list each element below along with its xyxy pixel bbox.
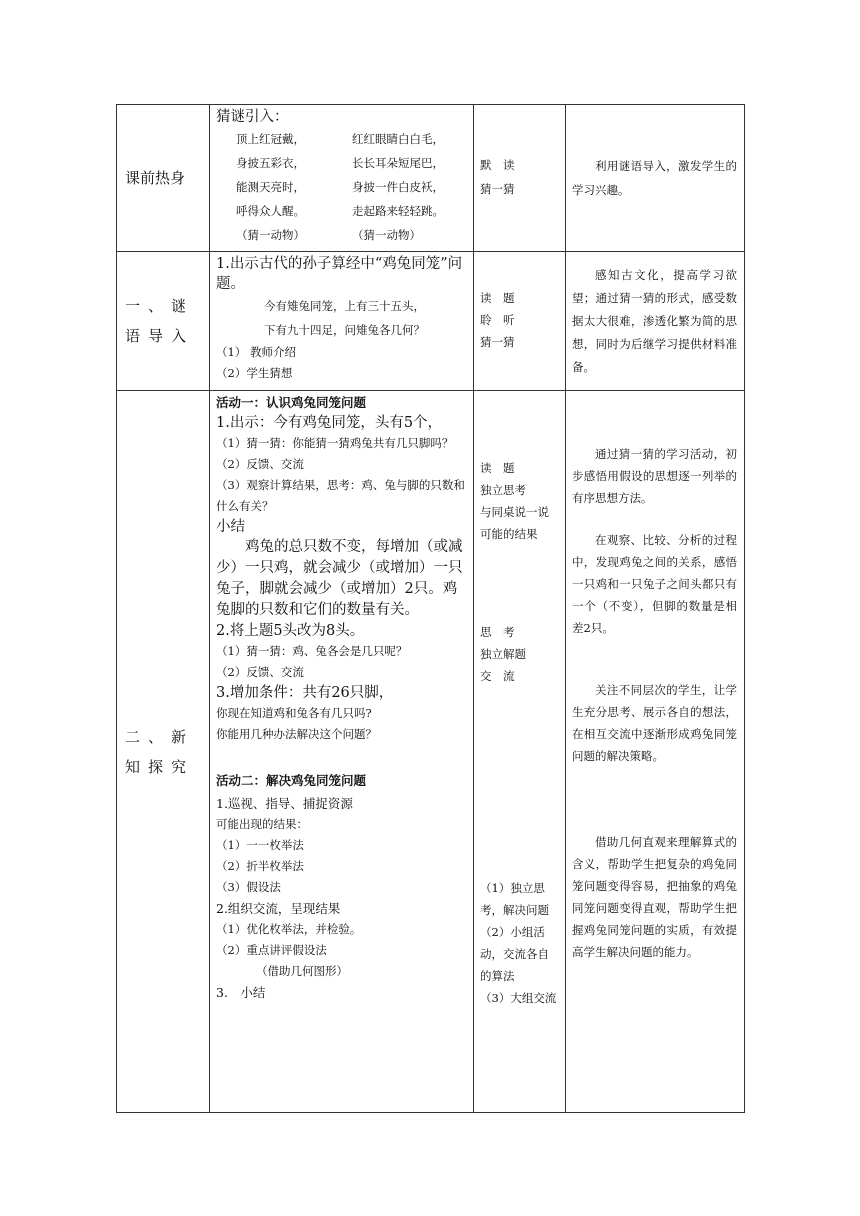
activity-item: 3.增加条件：共有26只脚， <box>216 685 394 701</box>
method-cell <box>474 252 566 391</box>
table-row <box>117 391 745 1113</box>
method-cell <box>474 391 566 1113</box>
table-row <box>117 105 745 252</box>
method-item: 与同桌说一说可能的结果 <box>480 505 549 541</box>
intent-cell <box>566 252 745 391</box>
sub-item: 你现在知道鸡和兔各有几只吗? <box>216 706 372 720</box>
spacer <box>480 393 560 457</box>
spacer <box>216 745 468 769</box>
lesson-plan-table <box>116 104 745 1113</box>
sub-item: （1） 教师介绍 <box>216 345 296 359</box>
intent-text: 关注不同层次的学生，让学生充分思考、展示各自的想法，在相互交流中逐渐形成鸡兔同笼问题的解决策略。 <box>572 683 737 763</box>
method-item: 猜一猜 <box>480 182 515 196</box>
content-cell <box>210 391 474 1113</box>
stage-explore <box>117 391 210 1113</box>
spacer <box>480 545 560 621</box>
activity-item: 2.组织交流，呈现结果 <box>216 901 341 916</box>
ancient-question: 今有雉兔同笼，上有三十五头， <box>264 299 425 313</box>
method-item: 读 题 <box>480 461 515 475</box>
method-item: 思 考 <box>480 625 515 639</box>
method-item: （2）小组活动，交流各自的算法 <box>480 925 549 983</box>
table-row <box>117 252 745 391</box>
ancient-question: 下有九十四足，问雉兔各几何？ <box>264 323 425 337</box>
spacer <box>566 767 744 831</box>
riddle-line: 走起路来轻轻跳。 <box>352 204 444 218</box>
sub-item: （1）猜一猜：鸡、兔各会是几只呢？ <box>216 644 408 658</box>
method-item: （1）独立思考，解决问题 <box>480 881 549 917</box>
riddle-title: 猜谜引入： <box>216 109 289 125</box>
content-cell <box>210 105 474 252</box>
content-cell <box>210 252 474 391</box>
intent-text: 感知古文化，提高学习欲望；通过猜一猜的形式，感受数据太大很难，渗透化繁为简的思想，同时为后继学习提供材料准备。 <box>572 267 737 374</box>
riddle-line: 能测天亮时， <box>236 180 305 194</box>
spacer <box>480 687 560 877</box>
method-item: 聆 听 <box>480 313 515 327</box>
riddle-hint: （猜一动物） <box>236 228 305 242</box>
spacer <box>566 509 744 529</box>
intro-item: 1.出示古代的孙子算经中“鸡兔同笼”问题。 <box>216 256 463 292</box>
method-item: 独立解题 <box>480 647 526 661</box>
sub-item: （1）优化枚举法，并检验。 <box>216 922 362 936</box>
stage-warmup <box>117 105 210 252</box>
sub-item: 可能出现的结果： <box>216 817 308 831</box>
riddle-line: 身披五彩衣， <box>236 156 305 170</box>
intent-text: 利用谜语导入，激发学生的学习兴趣。 <box>572 159 737 197</box>
spacer <box>566 391 744 443</box>
sub-item: （借助几何图形） <box>256 964 348 978</box>
riddle-line: 红红眼睛白白毛， <box>352 132 444 146</box>
riddle-line: 长长耳朵短尾巴， <box>352 156 444 170</box>
method-item: 交 流 <box>480 669 515 683</box>
sub-item: （3）观察计算结果，思考：鸡、兔与脚的只数和什么有关？ <box>216 478 465 513</box>
intent-cell <box>566 391 745 1113</box>
stage-label: 课前热身 <box>125 169 186 187</box>
method-item: 读 题 <box>480 291 515 305</box>
method-item: 默 读 <box>480 158 515 172</box>
sub-item: （1）一一枚举法 <box>216 838 304 852</box>
method-cell <box>474 105 566 252</box>
riddle-poem <box>216 127 468 247</box>
riddle-hint: （猜一动物） <box>352 228 421 242</box>
activity-item: 2.将上题5头改为8头。 <box>216 623 365 639</box>
activity-item: 1.巡视、指导、捕捉资源 <box>216 796 353 811</box>
intent-text: 借助几何直观来理解算式的含义，帮助学生把复杂的鸡兔同笼问题变得容易，把抽象的鸡兔同笼问题变得直观，帮助学生把握鸡兔同笼问题的实质，有效提高学生解决问题的能力。 <box>572 835 737 959</box>
sub-item: （1）猜一猜：你能猜一猜鸡兔共有几只脚吗？ <box>216 436 454 450</box>
summary-text: 鸡兔的总只数不变，每增加（或减少）一只鸡，就会减少（或增加）一只兔子，脚就会减少（或增加）2只。鸡兔脚的只数和它们的数量有关。 <box>216 539 463 618</box>
intent-cell <box>566 105 745 252</box>
stage-label: 一、谜语导入 <box>125 297 195 345</box>
summary-title: 小结 <box>216 519 245 535</box>
sub-item: （2）学生猜想 <box>216 366 293 380</box>
sub-item: （2）反馈、交流 <box>216 665 304 679</box>
activity-title: 活动一：认识鸡兔同笼问题 <box>216 395 367 410</box>
riddle-line: 顶上红冠戴， <box>236 132 305 146</box>
sub-item: 你能用几种办法解决这个问题？ <box>216 727 377 741</box>
riddle-line: 身披一件白皮袄， <box>352 180 444 194</box>
spacer <box>566 639 744 679</box>
stage-label: 二、新知探究 <box>125 727 195 776</box>
intent-text: 通过猜一猜的学习活动，初步感悟用假设的思想逐一列举的有序思想方法。 <box>572 447 737 505</box>
activity-item: 3. 小结 <box>216 985 266 1000</box>
activity-title: 活动二：解决鸡兔同笼问题 <box>216 773 367 788</box>
method-item: （3）大组交流 <box>480 991 557 1005</box>
intent-text: 在观察、比较、分析的过程中，发现鸡兔之间的关系，感悟一只鸡和一只兔子之间头都只有一个（不变），但脚的数量是相差2只。 <box>572 533 737 635</box>
sub-item: （2）重点讲评假设法 <box>216 943 327 957</box>
sub-item: （2）折半枚举法 <box>216 859 304 873</box>
riddle-line: 呼得众人醒。 <box>236 204 305 218</box>
method-item: 猜一猜 <box>480 335 515 349</box>
sub-item: （3）假设法 <box>216 880 281 894</box>
sub-item: （2）反馈、交流 <box>216 457 304 471</box>
stage-intro <box>117 252 210 391</box>
activity-item: 1.出示：今有鸡兔同笼，头有5个， <box>216 415 443 431</box>
method-item: 独立思考 <box>480 483 526 497</box>
